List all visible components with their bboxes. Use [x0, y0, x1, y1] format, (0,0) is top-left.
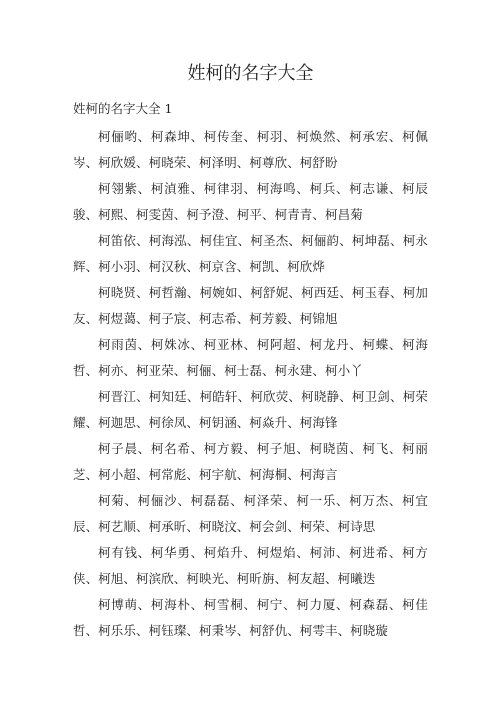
name-paragraph: 柯晋江、柯知廷、柯皓轩、柯欣荧、柯晓静、柯卫剑、柯荣耀、柯迦思、柯徐凤、柯钥涵、柯焱升、柯海锋 [73, 389, 428, 430]
name-paragraph: 柯雨茵、柯姝冰、柯亚林、柯阿超、柯龙丹、柯蝶、柯海哲、柯亦、柯亚荣、柯俪、柯士磊、柯永建、柯小丫 [73, 337, 428, 378]
name-paragraph: 柯博萌、柯海朴、柯雪桐、柯宁、柯力厦、柯森磊、柯佳哲、柯乐乐、柯钰璨、柯秉岑、柯舒仇、柯雩丰、柯晓璇 [73, 597, 428, 638]
name-paragraph: 柯菊、柯俪沙、柯磊磊、柯泽荣、柯一乐、柯万杰、柯宜辰、柯艺顺、柯承昕、柯晓汶、柯会剑、柯荣、柯诗思 [73, 493, 428, 534]
name-paragraph: 柯笛依、柯海泓、柯佳宜、柯圣杰、柯俪韵、柯坤磊、柯永辉、柯小羽、柯汉秋、柯京含、柯凯、柯欣烨 [73, 233, 428, 274]
section-subtitle: 姓柯的名字大全 1 [73, 101, 173, 116]
name-paragraph: 柯有钱、柯华勇、柯焰升、柯煜焰、柯沛、柯进希、柯方侠、柯旭、柯滨欣、柯映光、柯昕旃、柯友超、柯曦迭 [73, 545, 428, 586]
name-paragraph: 柯翎紫、柯湞雅、柯律羽、柯海鸣、柯兵、柯志谦、柯辰骏、柯熙、柯雯茵、柯予澄、柯平、柯青青、柯昌菊 [73, 181, 428, 222]
name-paragraph: 柯晓贤、柯哲瀚、柯婉如、柯舒妮、柯西廷、柯玉春、柯加友、柯煜蔼、柯子宸、柯志希、柯芳毅、柯锦旭 [73, 285, 428, 326]
name-paragraph: 柯俪哟、柯森坤、柯传奎、柯羽、柯焕然、柯承宏、柯佩岑、柯欣媛、柯晓荣、柯泽明、柯尊欣、柯舒盼 [73, 129, 428, 170]
page-title: 姓柯的名字大全 [187, 63, 314, 84]
name-paragraph: 柯子晨、柯名希、柯方毅、柯子旭、柯晓茵、柯飞、柯丽芝、柯小超、柯常彪、柯宇航、柯海桐、柯海言 [73, 441, 428, 482]
